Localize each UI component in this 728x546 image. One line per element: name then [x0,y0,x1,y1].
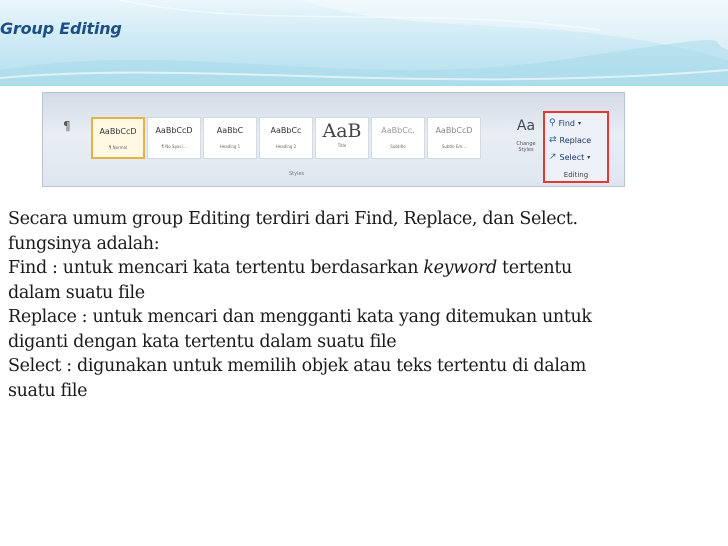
replace-description: Replace : untuk mencari dan mengganti kata yang ditemukan untuk [8,307,592,327]
paragraph-mark-icon: ¶ [63,119,71,133]
style-subtitle: AaBbCc. Subtitle [371,117,425,159]
style-title: AaB Title [315,117,369,159]
intro-line-2: fungsinya adalah: [8,233,160,254]
find-description: Find : untuk mencari kata tertentu berdasarkan keyword tertentu [8,258,572,278]
editing-group-label: Editing [563,171,589,179]
change-styles-icon: Aa [516,118,536,134]
style-heading-2: AaBbCc Heading 2 [259,117,313,159]
styles-group-label: Styles [289,171,305,177]
find-description-cont: dalam suatu file [8,282,145,303]
style-subtle-emphasis: AaBbCcD Subtle Em... [427,117,481,159]
find-button: ⚲ Find ▾ [549,118,581,128]
replace-icon: ⇄ [549,135,557,145]
editing-group-highlight [543,111,609,183]
replace-description-cont: diganti dengan kata tertentu dalam suatu file [8,331,397,352]
cursor-icon: ↗ [549,152,557,162]
select-description: Select : digunakan untuk memilih objek atau teks tertentu di dalam [8,356,586,376]
page-title: Group Editing [0,19,122,38]
slide-body-text [8,207,724,403]
select-button: ↗ Select ▾ [549,152,591,162]
style-normal: AaBbCcD ¶ Normal [91,117,145,159]
change-styles-label: Change Styles [516,141,536,153]
replace-button: ⇄ Replace [549,135,592,145]
change-styles-button [511,117,541,169]
header-wave-decoration [0,0,728,86]
style-heading-1: AaBbC Heading 1 [203,117,257,159]
keyword-emphasis: keyword [423,258,497,278]
intro-line: Secara umum group Editing terdiri dari Find, Replace, dan Select. [8,209,578,229]
chevron-down-icon: ▾ [577,119,581,127]
binoculars-icon: ⚲ [549,118,556,128]
slide-header [0,0,728,86]
select-description-cont: suatu file [8,380,88,401]
style-no-spacing: AaBbCcD ¶ No Spaci... [147,117,201,159]
chevron-down-icon: ▾ [587,153,591,161]
ribbon-screenshot [42,92,625,187]
